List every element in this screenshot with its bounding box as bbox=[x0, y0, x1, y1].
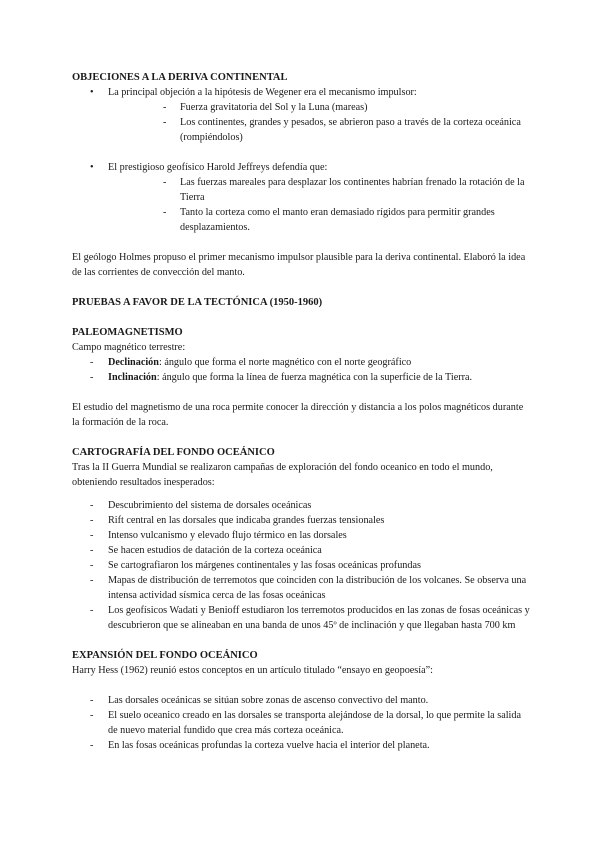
document-page bbox=[72, 70, 532, 753]
objection-subitem: - Fuerza gravitatoria del Sol y la Luna (mareas) bbox=[108, 100, 532, 115]
spacer bbox=[72, 633, 532, 648]
definition: : ángulo que forma el norte magnético con el norte geográfico bbox=[158, 357, 412, 368]
list-item: - Se cartografiaron los márgenes continentales y las fosas oceánicas profundas bbox=[72, 558, 532, 573]
list-item: - Se hacen estudios de datación de la corteza oceánica bbox=[72, 543, 532, 558]
list-item: - Descubrimiento del sistema de dorsales oceánicas bbox=[72, 498, 532, 513]
objection-subitem: - Los continentes, grandes y pesados, se abrieron paso a través de la corteza oceánica (rompiéndolos) bbox=[108, 115, 532, 145]
objections-heading: OBJECIONES A LA DERIVA CONTINENTAL bbox=[72, 72, 288, 83]
spacer bbox=[72, 385, 532, 400]
objection-subitem: - Tanto la corteza como el manto eran demasiado rígidos para permitir grandes desplazamientos. bbox=[108, 205, 532, 235]
spacer bbox=[72, 490, 532, 498]
list-item: - Intenso vulcanismo y elevado flujo térmico en las dorsales bbox=[72, 528, 532, 543]
expansion-intro: Harry Hess (1962) reunió estos conceptos en un artículo titulado “ensayo en geopoesía”: bbox=[72, 665, 433, 676]
spacer bbox=[72, 310, 532, 325]
paleomagnetism-heading: PALEOMAGNETISMO bbox=[72, 327, 183, 338]
expansion-heading: EXPANSIÓN DEL FONDO OCEÁNICO bbox=[72, 650, 258, 661]
objection-sublist bbox=[108, 100, 532, 145]
cartography-intro: Tras la II Guerra Mundial se realizaron campañas de exploración del fondo oceanico en todo el mundo, obteniendo resultados inesperados: bbox=[72, 462, 493, 488]
paleomagnetism-paragraph: El estudio del magnetismo de una roca permite conocer la dirección y distancia a los polos magnéticos durante la formación de la roca. bbox=[72, 402, 524, 428]
objection-subitem: - Las fuerzas mareales para desplazar los continentes habrían frenado la rotación de la Tierra bbox=[108, 175, 532, 205]
spacer bbox=[72, 280, 532, 295]
objection-point bbox=[72, 85, 532, 145]
list-item: - Mapas de distribución de terremotos que coinciden con la distribución de los volcanes. Se observa una intensa actividad sísmica cerca de las fosas oceánicas bbox=[72, 573, 532, 603]
cartography-heading: CARTOGRAFÍA DEL FONDO OCEÁNICO bbox=[72, 447, 275, 458]
list-item: - En las fosas oceánicas profundas la corteza vuelve hacia el interior del planeta. bbox=[72, 738, 532, 753]
proofs-heading: PRUEBAS A FAVOR DE LA TECTÓNICA (1950-1960) bbox=[72, 297, 323, 308]
objection-point bbox=[72, 160, 532, 235]
cartography-list bbox=[72, 498, 532, 633]
objections-list bbox=[72, 85, 532, 235]
list-item bbox=[72, 355, 532, 370]
spacer bbox=[72, 678, 532, 693]
objection-sublist bbox=[108, 175, 532, 235]
spacer bbox=[72, 145, 532, 160]
list-item: - Rift central en las dorsales que indicaba grandes fuerzas tensionales bbox=[72, 513, 532, 528]
objection-text: El prestigioso geofísico Harold Jeffreys defendía que: bbox=[108, 162, 328, 173]
spacer bbox=[72, 235, 532, 250]
term: Inclinación bbox=[108, 372, 157, 383]
list-item bbox=[72, 370, 532, 385]
holmes-paragraph: El geólogo Holmes propuso el primer mecanismo impulsor plausible para la deriva continental. Elaboró la idea de las corrientes de convección del manto. bbox=[72, 252, 526, 278]
paleomagnetism-list bbox=[72, 355, 532, 385]
objection-text: La principal objeción a la hipótesis de Wegener era el mecanismo impulsor: bbox=[108, 87, 417, 98]
term: Declinación bbox=[108, 357, 159, 368]
spacer bbox=[72, 430, 532, 445]
paleomagnetism-intro: Campo magnético terrestre: bbox=[72, 342, 186, 353]
list-item: - El suelo oceanico creado en las dorsales se transporta alejándose de la dorsal, lo que permite la salida de nuevo material fundido que crea más corteza oceánica. bbox=[72, 708, 532, 738]
list-item: - Los geofísicos Wadati y Benioff estudiaron los terremotos producidos en las zonas de fosas oceánicas y descubrieron que se alineaban en una banda de unos 45º de inclinación y que llegaban hasta 700 km bbox=[72, 603, 532, 633]
expansion-list bbox=[72, 693, 532, 753]
definition: : ángulo que forma la línea de fuerza magnética con la superficie de la Tierra. bbox=[156, 372, 473, 383]
list-item: - Las dorsales oceánicas se sitúan sobre zonas de ascenso convectivo del manto. bbox=[72, 693, 532, 708]
